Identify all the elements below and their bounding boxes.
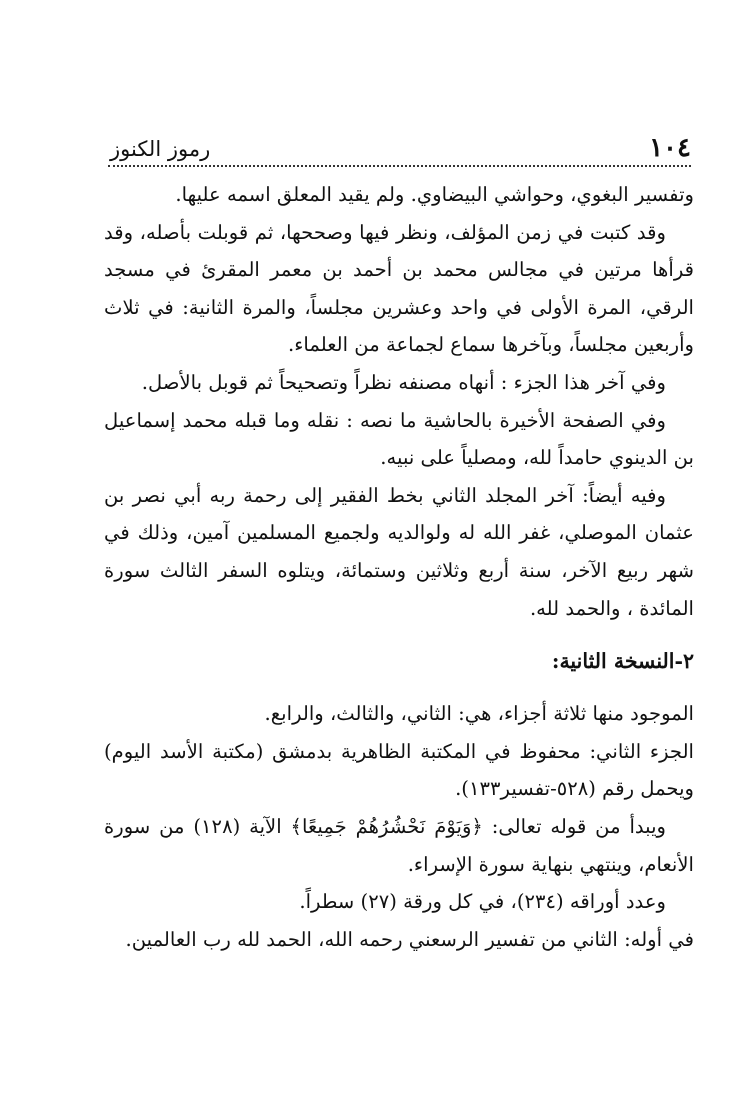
header-dotted-rule (108, 165, 691, 167)
running-title: رموز الكنوز (110, 137, 211, 161)
paragraph: وقد كتبت في زمن المؤلف، ونظر فيها وصححها، ثم قوبلت بأصله، وقد قرأها مرتين في مجالس محمد بن أحمد بن معمر المقرئ في مسجد الرقي، المرة الأولى في واحد وعشرين مجلساً، والمرة الثانية: في ثلاث وأربعين مجلساً، وبآخرها سماع لجماعة من العلماء. (104, 220, 694, 357)
paragraph: وفي آخر هذا الجزء : أنهاه مصنفه نظراً وتصحيحاً ثم قوبل بالأصل. (141, 370, 666, 394)
paragraph: وفيه أيضاً: آخر المجلد الثاني بخط الفقير إلى رحمة ربه أبي نصر بن عثمان الموصلي، غفر الله له ولوالديه ولجميع المسلمين آمين، وذلك في شهر ربيع الآخر، سنة أربع وثلاثين وستمائة، ويتلوه السفر الثالث سورة المائدة ، والحمد لله. (104, 483, 694, 620)
main-text (104, 176, 694, 958)
paragraph: الجزء الثاني: محفوظ في المكتبة الظاهرية بدمشق (مكتبة الأسد اليوم) ويحمل رقم (٥٢٨-تفسير١٣٣). (104, 739, 694, 801)
paragraph: وعدد أوراقه (٢٣٤)، في كل ورقة (٢٧) سطراً. (299, 890, 666, 914)
page-number: ١٠٤ (649, 133, 691, 163)
paragraph: وتفسير البغوي، وحواشي البيضاوي. ولم يقيد المعلق اسمه عليها. (175, 183, 694, 206)
paragraph: وفي الصفحة الأخيرة بالحاشية ما نصه : نقله وما قبله محمد إسماعيل بن الدينوي حامداً لله، ومصلياً على نبيه. (104, 408, 694, 470)
paragraph: في أوله: الثاني من تفسير الرسعني رحمه الله، الحمد لله رب العالمين. (125, 927, 694, 951)
paragraph: الموجود منها ثلاثة أجزاء، هي: الثاني، والثالث، والرابع. (264, 702, 694, 726)
paragraph: ويبدأ من قوله تعالى: ﴿وَيَوْمَ نَحْشُرُهُمْ جَمِيعًا﴾ الآية (١٢٨) من سورة الأنعام، وينتهي بنهاية سورة الإسراء. (104, 814, 694, 876)
page-header (108, 132, 691, 168)
section-heading: ٢-النسخة الثانية: (551, 649, 694, 674)
